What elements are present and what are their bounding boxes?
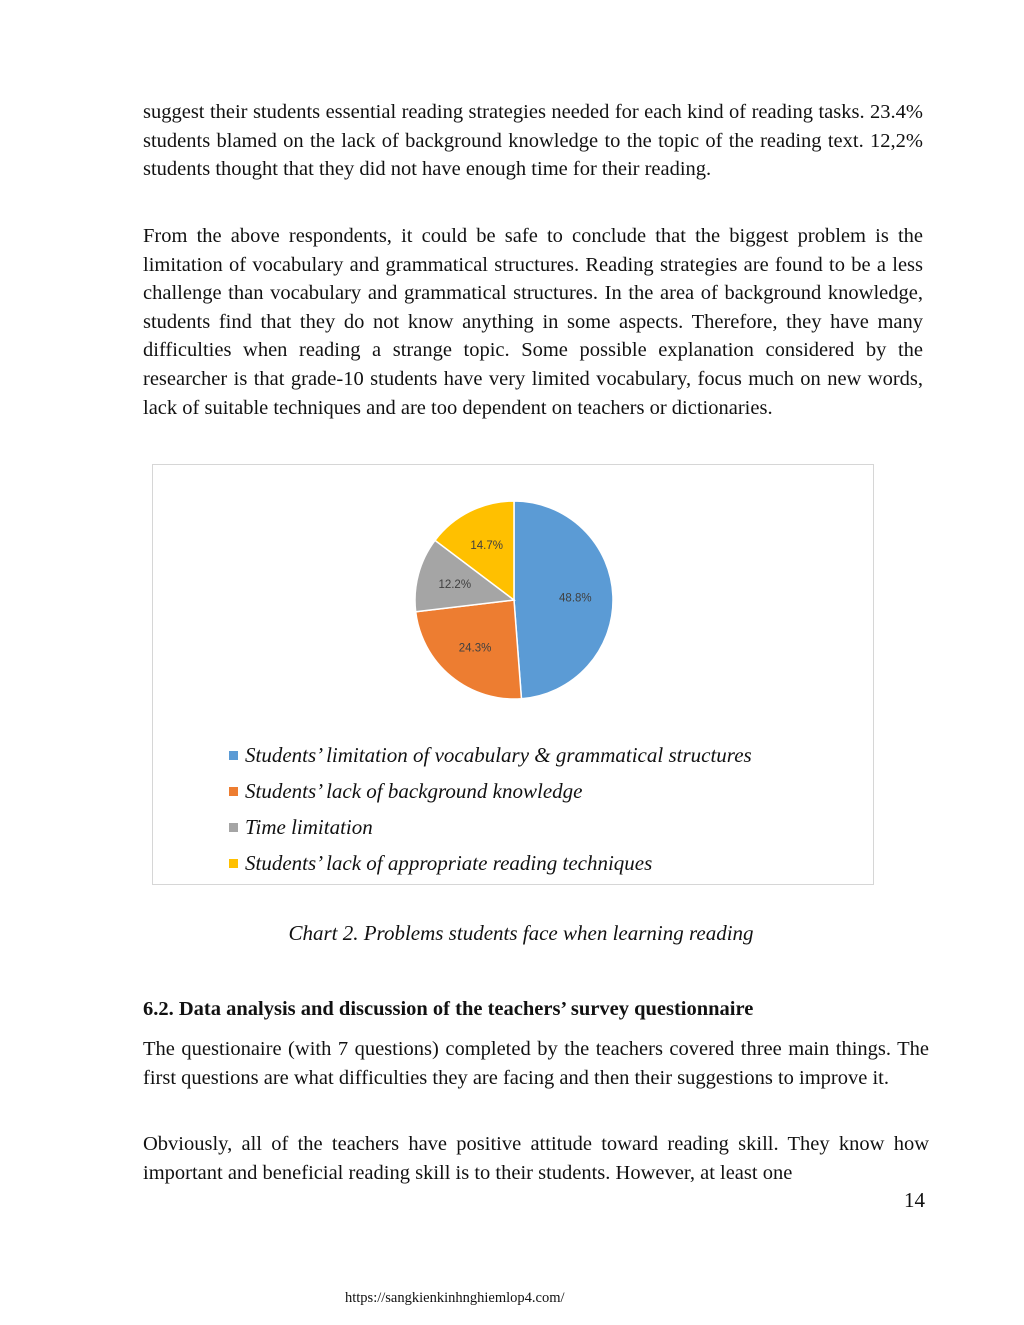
legend-label: Time limitation: [245, 815, 373, 839]
data-label-time-limitation: 12.2%: [438, 578, 472, 591]
legend-label: Students’ limitation of vocabulary & grammatical structures: [245, 743, 752, 767]
section-heading: 6.2. Data analysis and discussion of the teachers’ survey questionnaire: [143, 998, 754, 1020]
chart-caption: Chart 2. Problems students face when learning reading: [288, 921, 754, 945]
legend-label: Students’ lack of background knowledge: [245, 779, 583, 803]
body-paragraph: From the above respondents, it could be safe to conclude that the biggest problem is the limitation of vocabulary and grammatical structures. Reading strategies are found to be a less challenge than vocabulary and grammatical structures. In the area of background knowledge, students find that they do not know anything in some aspects. Therefore, they have many difficulties when reading a strange topic. Some possible explanation considered by the researcher is that grade-10 students have very limited vocabulary, focus much on new words, lack of suitable techniques and are too dependent on teachers or dictionaries.: [143, 225, 923, 419]
body-paragraph: suggest their students essential reading strategies needed for each kind of reading tasks. 23.4% students blamed on the lack of background knowledge to the topic of the reading text. 12,2% students thought that they did not have enough time for their reading.: [143, 101, 923, 181]
legend-swatch: [229, 859, 238, 868]
data-label-vocabulary-grammar: 48.8%: [559, 592, 592, 605]
body-paragraph: The questionaire (with 7 questions) completed by the teachers covered three main things. The first questions are what difficulties they are facing and then their suggestions to improve it.: [143, 1038, 929, 1089]
legend-entry: [229, 809, 752, 845]
footer-url: https://sangkienkinhnghiemlop4.com/: [345, 1290, 565, 1306]
page-number: 14: [904, 1188, 925, 1212]
legend-swatch: [229, 751, 238, 760]
legend-swatch: [229, 823, 238, 832]
pie-chart-frame: [152, 464, 874, 885]
chart-legend: [229, 737, 752, 881]
legend-entry: [229, 737, 752, 773]
legend-entry: [229, 773, 752, 809]
data-label-reading-techniques: 14.7%: [470, 540, 503, 553]
legend-swatch: [229, 787, 238, 796]
body-paragraph: Obviously, all of the teachers have positive attitude toward reading skill. They know how important and beneficial reading skill is to their students. However, at least one: [143, 1133, 929, 1184]
data-label-background-knowledge: 24.3%: [458, 642, 492, 655]
legend-label: Students’ lack of appropriate reading techniques: [245, 851, 653, 875]
legend-entry: [229, 845, 752, 881]
